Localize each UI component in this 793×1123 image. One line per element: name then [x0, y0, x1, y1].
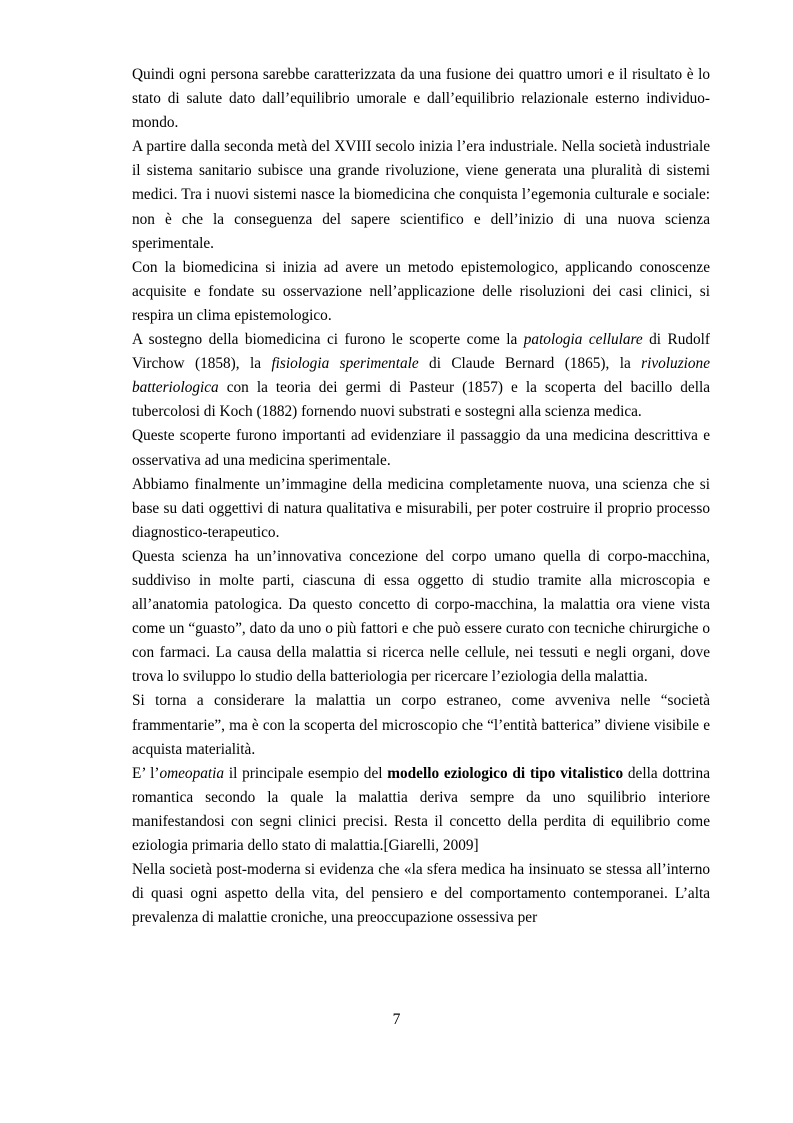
- paragraph: [132, 762, 710, 858]
- paragraph: [132, 858, 710, 930]
- paragraph: [132, 328, 710, 424]
- paragraph: [132, 63, 710, 135]
- text-run: Questa scienza ha un’innovativa concezione del corpo umano quella di corpo-macchina, suddiviso in molte parti, ciascuna di essa oggetto di studio tramite alla microscopia e all’anatomia patologica. Da questo concetto di corpo-macchina, la malattia ora viene vista come un “guasto”, dato da uno o più fattori e che può essere curato con tecniche chirurgiche o con farmaci. La causa della malattia si ricerca nelle cellule, nei tessuti e negli organi, dove trova lo sviluppo lo studio della batteriologia per ricercare l’eziologia della malattia.: [132, 547, 710, 686]
- text-run: con la teoria dei germi di Pasteur (1857) e la scoperta del bacillo della tubercolosi di Koch (1882) fornendo nuovi substrati e sostegni alla scienza medica.: [132, 379, 710, 421]
- body-text: [132, 63, 710, 930]
- italic-text: fisiologia sperimentale: [271, 355, 419, 373]
- paragraph: [132, 256, 710, 328]
- paragraph: [132, 135, 710, 255]
- paragraph: [132, 473, 710, 545]
- text-run: A partire dalla seconda metà del XVIII secolo inizia l’era industriale. Nella società industriale il sistema sanitario subisce una grande rivoluzione, viene generata una pluralità di sistemi medici. Tra i nuovi sistemi nasce la biomedicina che conquista l’egemonia culturale e sociale: non è che la conseguenza del sapere scientifico e dell’inizio di una nuova scienza sperimentale.: [132, 138, 710, 252]
- text-run: Con la biomedicina si inizia ad avere un metodo epistemologico, applicando conoscenze acquisite e fondate su osservazione nell’applicazione delle risoluzioni dei casi clinici, si respira un clima epistemologico.: [132, 258, 710, 324]
- italic-text: omeopatia: [159, 764, 225, 782]
- paragraph: [132, 545, 710, 690]
- text-run: A sostegno della biomedicina ci furono le scoperte come la: [132, 331, 524, 349]
- italic-text: rivoluzione batteriologica: [132, 355, 710, 397]
- text-run: Quindi ogni persona sarebbe caratterizzata da una fusione dei quattro umori e il risultato è lo stato di salute dato dall’equilibrio umorale e dall’equilibrio relazionale esterno individuo-mondo.: [132, 66, 710, 132]
- text-run: di Rudolf Virchow (1858), la: [132, 331, 711, 373]
- text-run: il principale esempio del: [224, 764, 388, 782]
- paragraph: [132, 424, 710, 472]
- text-run: di Claude Bernard (1865), la: [418, 355, 642, 373]
- paragraph: [132, 689, 710, 761]
- text-run: E’ l’: [132, 764, 160, 782]
- text-run: Si torna a considerare la malattia un corpo estraneo, come avveniva nelle “società frammentarie”, ma è con la scoperta del microscopio che “l’entità batterica” diviene visibile e acquista materialità.: [132, 692, 710, 758]
- page-number: 7: [392, 1011, 401, 1028]
- text-run: Abbiamo finalmente un’immagine della medicina completamente nuova, una scienza che si base su dati oggettivi di natura qualitativa e misurabili, per poter costruire il proprio processo diagnostico-terapeutico.: [132, 475, 710, 541]
- text-run: Queste scoperte furono importanti ad evidenziare il passaggio da una medicina descrittiva e osservativa ad una medicina sperimentale.: [132, 427, 710, 469]
- text-run: Nella società post-moderna si evidenza che «la sfera medica ha insinuato se stessa all’interno di quasi ogni aspetto della vita, del pensiero e del comportamento contemporanei. L’alta prevalenza di malattie croniche, una preoccupazione ossessiva per: [132, 861, 710, 927]
- bold-text: modello eziologico di tipo vitalistico: [387, 764, 624, 782]
- text-run: della dottrina romantica secondo la quale la malattia deriva sempre da uno squilibrio interiore manifestandosi con segni clinici precisi. Resta il concetto della perdita di equilibrio come eziologia primaria dello stato di malattia.[Giarelli, 2009]: [132, 764, 710, 854]
- italic-text: patologia cellulare: [523, 331, 643, 349]
